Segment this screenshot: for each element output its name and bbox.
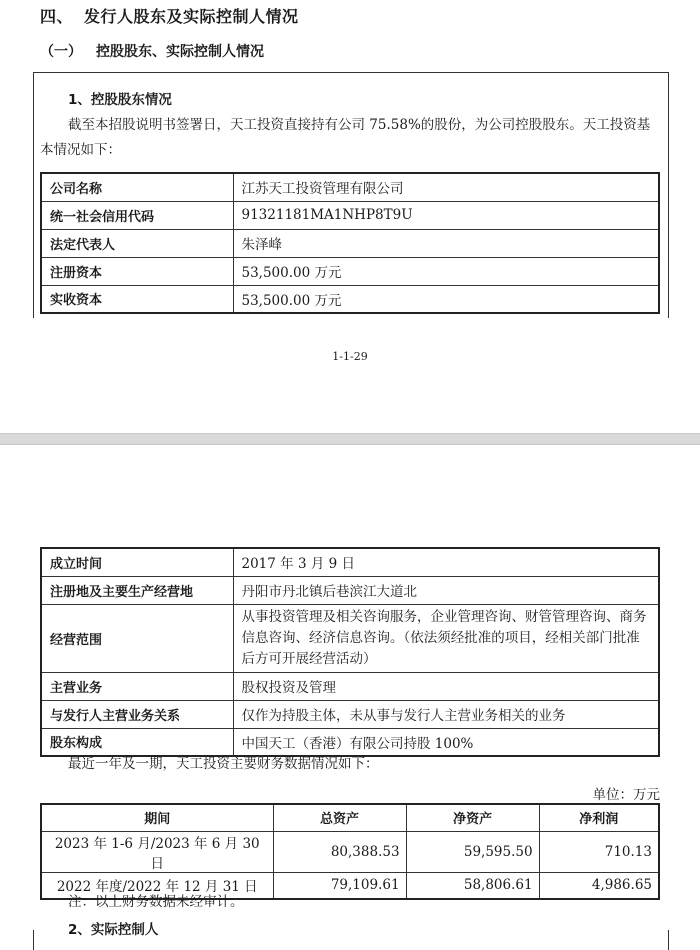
cell-total-assets: 79,109.61 [273,872,406,899]
row-key: 注册地及主要生产经营地 [41,576,233,604]
document-page-2 [0,446,700,950]
row-value: 53,500.00 万元 [233,285,659,313]
frame-right-border [668,930,669,950]
header-period: 期间 [41,804,273,831]
row-key: 与发行人主营业务关系 [41,700,233,728]
table-row [41,257,659,285]
row-value: 股权投资及管理 [233,672,659,700]
cell-net-profit: 710.13 [539,831,659,872]
section-number: 四、 [40,7,74,26]
header-total-assets: 总资产 [273,804,406,831]
cell-net-profit: 4,986.65 [539,872,659,899]
financial-table [40,803,660,900]
header-net-assets: 净资产 [406,804,539,831]
intro-paragraph: 截至本招股说明书签署日，天工投资直接持有公司 75.58%的股份，为公司控股股东。天工投资基本情况如下： [40,117,651,158]
table-row [41,548,659,576]
cell-total-assets: 80,388.53 [273,831,406,872]
row-key: 经营范围 [41,604,233,672]
row-value: 中国天工（香港）有限公司持股 100% [233,728,659,756]
company-detail-table [40,547,660,757]
row-value: 仅作为持股主体，未从事与发行人主营业务相关的业务 [233,700,659,728]
section-title: 发行人股东及实际控制人情况 [84,7,299,26]
cell-period: 2023 年 1-6 月/2023 年 6 月 30 日 [41,831,273,872]
table-row [41,576,659,604]
table-row [41,201,659,229]
table-row [41,173,659,201]
document-page-1 [0,0,700,433]
table-row [41,229,659,257]
page-number: 1-1-29 [332,350,368,363]
row-key: 成立时间 [41,548,233,576]
row-value: 江苏天工投资管理有限公司 [233,173,659,201]
row-key: 公司名称 [41,173,233,201]
section-heading [40,4,299,27]
frame-left-border [33,930,34,950]
table-row [41,700,659,728]
row-value: 丹阳市丹北镇后巷滨江大道北 [233,576,659,604]
footnote: 注：以上财务数据未经审计。 [68,894,244,910]
row-key: 股东构成 [41,728,233,756]
cell-net-assets: 58,806.61 [406,872,539,899]
row-key: 实收资本 [41,285,233,313]
cell-period: 2022 年度/2022 年 12 月 31 日 [41,872,273,899]
controlling-shareholder-heading: 1、控股股东情况 [68,92,172,108]
actual-controller-heading: 2、实际控制人 [68,922,159,938]
row-key: 注册资本 [41,257,233,285]
row-value: 53,500.00 万元 [233,257,659,285]
page-separator [0,433,700,445]
header-net-profit: 净利润 [539,804,659,831]
company-info-table [40,172,660,314]
cell-net-assets: 59,595.50 [406,831,539,872]
row-value: 2017 年 3 月 9 日 [233,548,659,576]
row-value: 朱泽峰 [233,229,659,257]
row-value: 91321181MA1NHP8T9U [233,201,659,229]
row-key: 法定代表人 [41,229,233,257]
financial-intro-paragraph: 最近一年及一期，天工投资主要财务数据情况如下： [68,756,379,772]
subsection-heading [40,41,264,61]
row-key: 统一社会信用代码 [41,201,233,229]
row-value: 从事投资管理及相关咨询服务，企业管理咨询、财管管理咨询、商务信息咨询、经济信息咨询。（依法须经批准的项目，经相关部门批准后方可开展经营活动） [233,604,659,672]
table-row [41,672,659,700]
table-row [41,831,659,872]
subsection-title: 控股股东、实际控制人情况 [96,44,264,60]
subsection-number: （一） [40,44,82,60]
table-header-row [41,804,659,831]
table-row [41,604,659,672]
table-row [41,285,659,313]
row-key: 主营业务 [41,672,233,700]
unit-label: 单位：万元 [592,787,660,803]
